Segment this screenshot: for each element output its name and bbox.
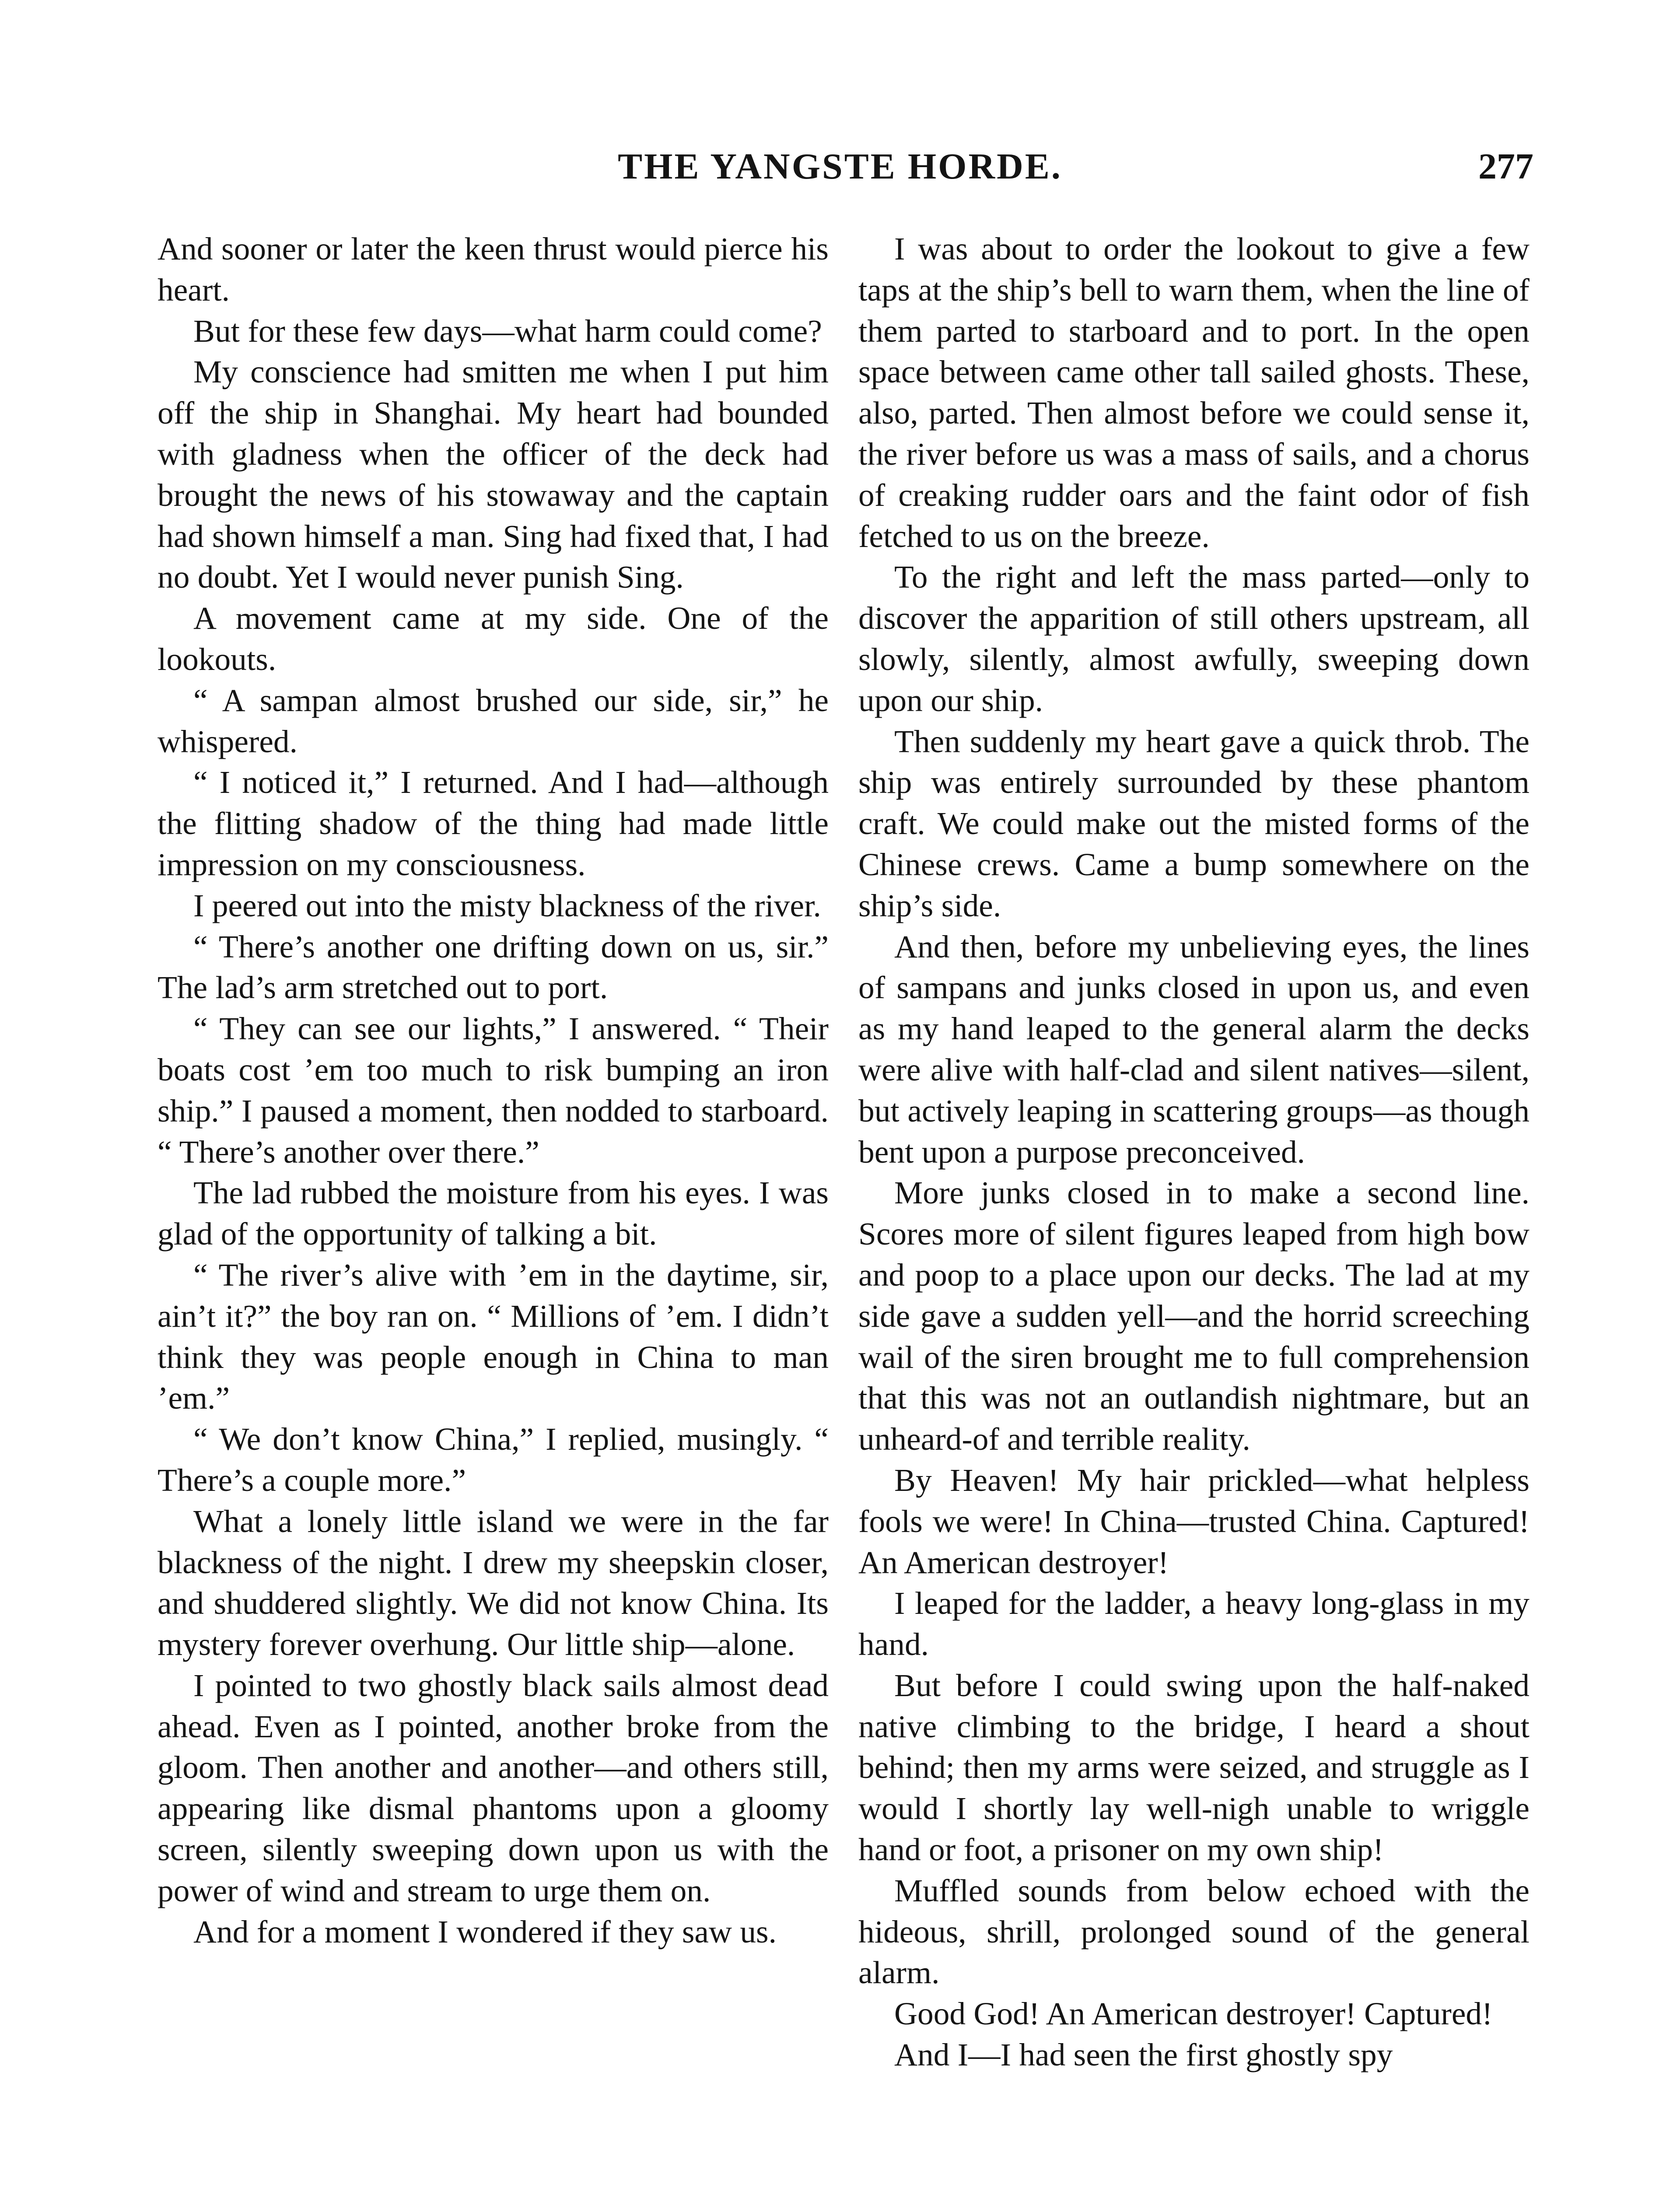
paragraph: “ We don’t know China,” I replied, musingly. “ There’s a couple more.”: [158, 1421, 829, 1498]
paragraph: “ I noticed it,” I returned. And I had—although the flitting shadow of the thing had made little impression on my consciousness.: [158, 764, 829, 882]
paragraph: Good God! An American destroyer! Captured!: [894, 1996, 1493, 2032]
paragraph: “ The river’s alive with ’em in the daytime, sir, ain’t it?” the boy ran on. “ Millions of ’em. I didn’t think they was people enough in China to man ’em.”: [158, 1257, 829, 1416]
paragraph: The lad rubbed the moisture from his eyes. I was glad of the opportunity of talking a bit.: [158, 1175, 829, 1252]
paragraph: I pointed to two ghostly black sails almost dead ahead. Even as I pointed, another broke from the gloom. Then another and another—and others still, appearing like dismal phantoms upon a gloomy screen, silently sweeping down upon us with the power of wind and stream to urge them on.: [158, 1667, 829, 1908]
left-text-column: [158, 228, 829, 1952]
paragraph: “ They can see our lights,” I answered. “ Their boats cost ’em too much to risk bumping an iron ship.” I paused a moment, then nodded to starboard. “ There’s another over there.”: [158, 1011, 829, 1170]
page-number: 277: [1478, 146, 1533, 187]
paragraph: A movement came at my side. One of the lookouts.: [158, 600, 829, 677]
paragraph: And sooner or later the keen thrust would pierce his heart.: [158, 231, 829, 308]
paragraph: I peered out into the misty blackness of the river.: [193, 887, 821, 923]
paragraph: What a lonely little island we were in the far blackness of the night. I drew my sheepskin closer, and shuddered slightly. We did not know China. Its mystery forever overhung. Our little ship—alone.: [158, 1503, 829, 1662]
paragraph: But before I could swing upon the half-naked native climbing to the bridge, I heard a shout behind; then my arms were seized, and struggle as I would I shortly lay well-nigh unable to wriggle hand or foot, a prisoner on my own ship!: [858, 1667, 1530, 1868]
paragraph: By Heaven! My hair prickled—what helpless fools we were! In China—trusted China. Captured! An American destroyer!: [858, 1462, 1530, 1580]
paragraph: And then, before my unbelieving eyes, the lines of sampans and junks closed in upon us, and even as my hand leaped to the general alarm the decks were alive with half-clad and silent natives—silent, but actively leaping in scattering groups—as though bent upon a purpose preconceived.: [858, 929, 1530, 1170]
paragraph: “ There’s another one drifting down on us, sir.” The lad’s arm stretched out to port.: [158, 929, 829, 1006]
paragraph: And for a moment I wondered if they saw us.: [193, 1914, 777, 1950]
right-text-column: [858, 228, 1530, 2076]
paragraph: But for these few days—what harm could come?: [193, 313, 822, 349]
paragraph: “ A sampan almost brushed our side, sir,” he whispered.: [158, 682, 829, 759]
paragraph: And I—I had seen the first ghostly spy: [894, 2037, 1393, 2073]
paragraph: My conscience had smitten me when I put him off the ship in Shanghai. My heart had bounded with gladness when the officer of the deck had brought the news of his stowaway and the captain had shown himself a man. Sing had fixed that, I had no doubt. Yet I would never punish Sing.: [158, 354, 829, 595]
paragraph: Then suddenly my heart gave a quick throb. The ship was entirely surrounded by these phantom craft. We could make out the misted forms of the Chinese crews. Came a bump somewhere on the ship’s side.: [858, 723, 1530, 923]
running-title: THE YANGSTE HORDE.: [618, 146, 1062, 187]
paragraph: To the right and left the mass parted—only to discover the apparition of still others upstream, all slowly, silently, almost awfully, sweeping down upon our ship.: [858, 559, 1530, 718]
paragraph: Muffled sounds from below echoed with the hideous, shrill, prolonged sound of the general alarm.: [858, 1872, 1530, 1991]
paragraph: I was about to order the lookout to give a few taps at the ship’s bell to warn them, when the line of them parted to starboard and to port. In the open space between came other tall sailed ghosts. These, also, parted. Then almost before we could sense it, the river before us was a mass of sails, and a chorus of creaking rudder oars and the faint odor of fish fetched to us on the breeze.: [858, 231, 1530, 554]
paragraph: More junks closed in to make a second line. Scores more of silent figures leaped from high bow and poop to a place upon our decks. The lad at my side gave a sudden yell—and the horrid screeching wail of the siren brought me to full comprehension that this was not an outlandish nightmare, but an unheard-of and terrible reality.: [858, 1175, 1530, 1457]
paragraph: I leaped for the ladder, a heavy long-glass in my hand.: [858, 1585, 1530, 1662]
